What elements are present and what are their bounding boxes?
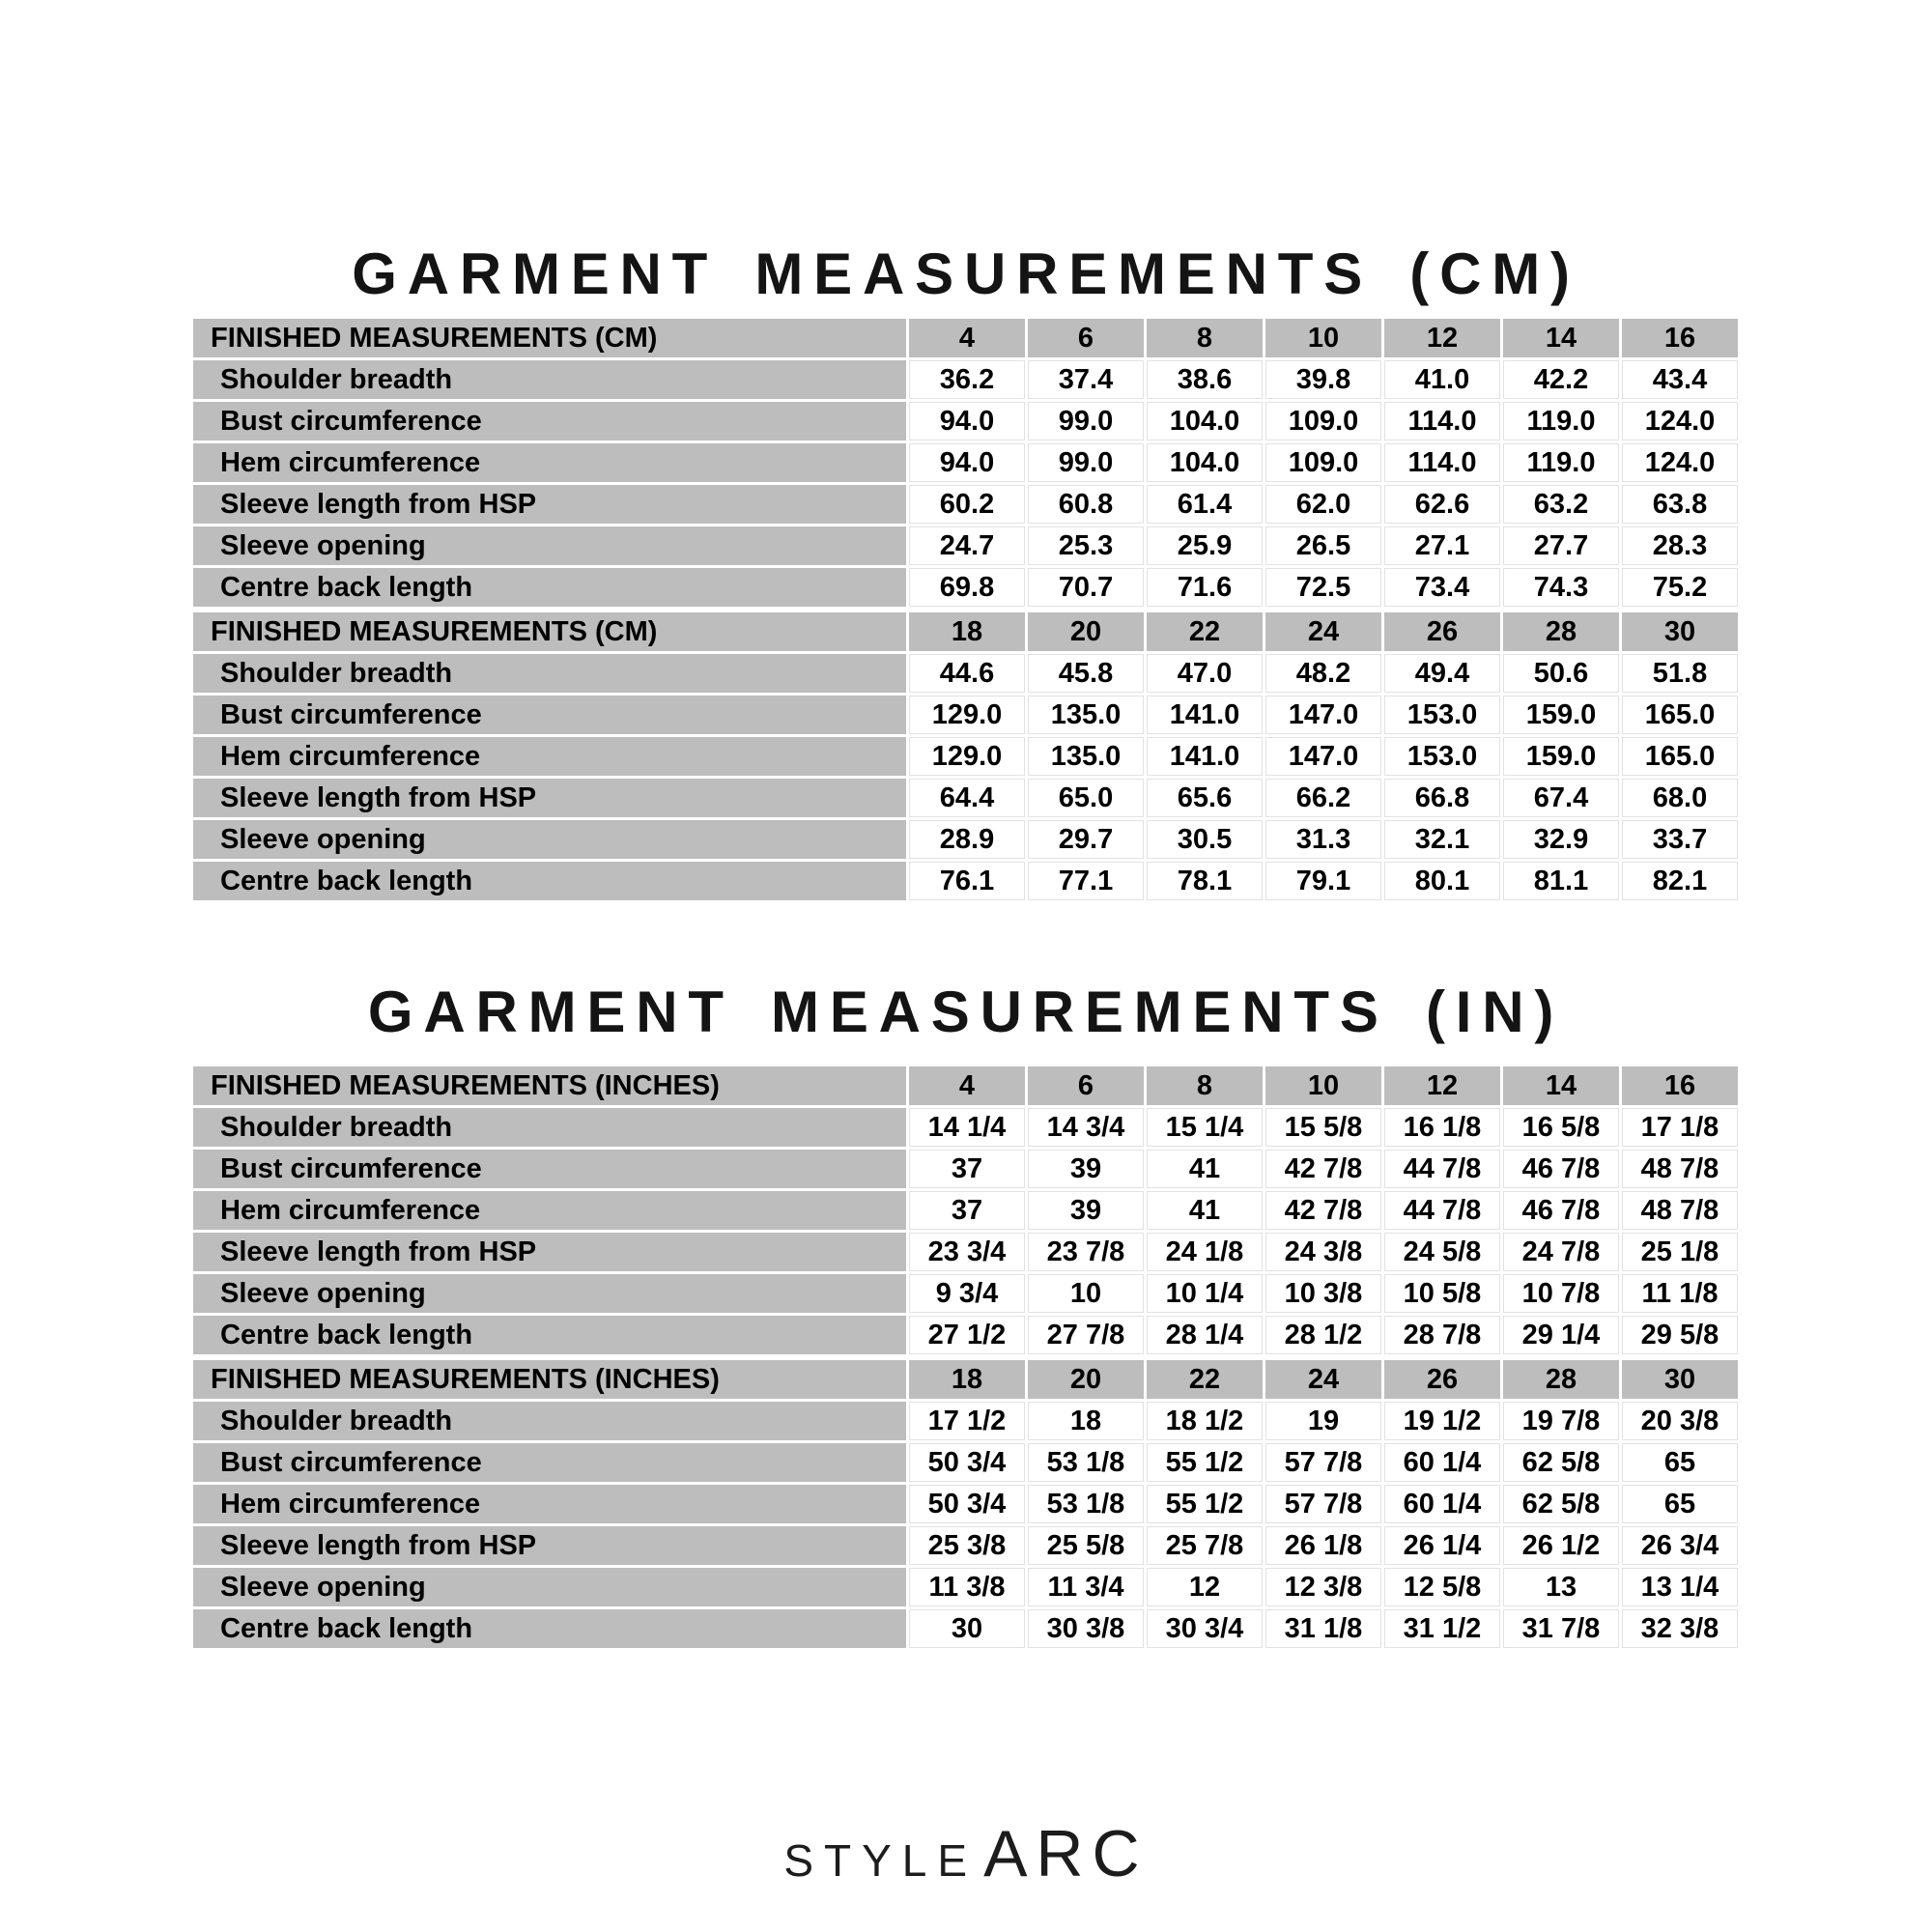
row-label: Shoulder breadth [193, 654, 906, 693]
measurement-cell: 19 1/2 [1384, 1402, 1500, 1440]
logo-text-style: STYLE [783, 1835, 979, 1886]
measurement-cell: 41 [1147, 1150, 1263, 1188]
measurement-cell: 80.1 [1384, 862, 1500, 900]
size-column-header: 24 [1265, 612, 1381, 651]
measurement-cell: 79.1 [1265, 862, 1381, 900]
measurement-cell: 57 7/8 [1265, 1485, 1381, 1523]
measurement-cell: 46 7/8 [1503, 1191, 1619, 1230]
measurement-cell: 50.6 [1503, 654, 1619, 693]
size-column-header: 18 [909, 612, 1025, 651]
size-column-header: 10 [1265, 319, 1381, 357]
measurement-cell: 29 5/8 [1622, 1316, 1738, 1354]
measurement-cell: 36.2 [909, 360, 1025, 399]
measurement-cell: 135.0 [1028, 696, 1144, 734]
measurement-cell: 147.0 [1265, 737, 1381, 776]
measurement-cell: 32.1 [1384, 820, 1500, 859]
measurement-cell: 31 7/8 [1503, 1609, 1619, 1648]
measurement-cell: 64.4 [909, 779, 1025, 817]
measurement-cell: 60 1/4 [1384, 1485, 1500, 1523]
measurement-cell: 37 [909, 1150, 1025, 1188]
measurement-cell: 141.0 [1147, 737, 1263, 776]
measurement-cell: 129.0 [909, 696, 1025, 734]
size-column-header: 30 [1622, 612, 1738, 651]
measurement-cell: 15 1/4 [1147, 1108, 1263, 1147]
size-column-header: 12 [1384, 1066, 1500, 1105]
row-label: Hem circumference [193, 1191, 906, 1230]
measurement-cell: 62.0 [1265, 485, 1381, 524]
measurement-cell: 29.7 [1028, 820, 1144, 859]
measurement-cell: 28 7/8 [1384, 1316, 1500, 1354]
measurement-cell: 25.3 [1028, 526, 1144, 565]
measurement-cell: 16 1/8 [1384, 1108, 1500, 1147]
measurement-cell: 27.1 [1384, 526, 1500, 565]
measurement-cell: 44 7/8 [1384, 1150, 1500, 1188]
section-title-cm: GARMENT MEASUREMENTS (CM) [352, 242, 1580, 306]
measurement-cell: 50 3/4 [909, 1443, 1025, 1482]
measurement-cell: 43.4 [1622, 360, 1738, 399]
measurement-cell: 29 1/4 [1503, 1316, 1619, 1354]
measurement-cell: 81.1 [1503, 862, 1619, 900]
measurement-cell: 10 5/8 [1384, 1274, 1500, 1313]
size-column-header: 20 [1028, 612, 1144, 651]
measurement-cell: 159.0 [1503, 696, 1619, 734]
measurement-cell: 104.0 [1147, 443, 1263, 482]
measurement-cell: 65.0 [1028, 779, 1144, 817]
measurement-cell: 60.8 [1028, 485, 1144, 524]
measurement-cell: 14 3/4 [1028, 1108, 1144, 1147]
row-label: Centre back length [193, 1609, 906, 1648]
measurement-cell: 48.2 [1265, 654, 1381, 693]
measurement-cell: 55 1/2 [1147, 1443, 1263, 1482]
measurement-cell: 114.0 [1384, 443, 1500, 482]
size-column-header: 6 [1028, 1066, 1144, 1105]
size-column-header: 26 [1384, 1360, 1500, 1399]
measurement-cell: 99.0 [1028, 443, 1144, 482]
measurement-cell: 11 3/8 [909, 1568, 1025, 1606]
measurement-cell: 18 [1028, 1402, 1144, 1440]
measurement-cell: 51.8 [1622, 654, 1738, 693]
measurement-cell: 94.0 [909, 443, 1025, 482]
size-column-header: 14 [1503, 1066, 1619, 1105]
measurement-cell: 44 7/8 [1384, 1191, 1500, 1230]
measurement-cell: 159.0 [1503, 737, 1619, 776]
row-label: Sleeve opening [193, 1274, 906, 1313]
row-label: Centre back length [193, 862, 906, 900]
measurement-cell: 28.9 [909, 820, 1025, 859]
measurement-cell: 82.1 [1622, 862, 1738, 900]
measurement-cell: 45.8 [1028, 654, 1144, 693]
size-column-header: 26 [1384, 612, 1500, 651]
measurement-cell: 27 7/8 [1028, 1316, 1144, 1354]
measurement-cell: 30.5 [1147, 820, 1263, 859]
size-column-header: 10 [1265, 1066, 1381, 1105]
measurement-cell: 19 [1265, 1402, 1381, 1440]
measurement-cell: 47.0 [1147, 654, 1263, 693]
measurement-cell: 73.4 [1384, 568, 1500, 607]
measurement-cell: 104.0 [1147, 402, 1263, 440]
measurement-cell: 60 1/4 [1384, 1443, 1500, 1482]
measurement-cell: 71.6 [1147, 568, 1263, 607]
measurement-cell: 37.4 [1028, 360, 1144, 399]
measurement-cell: 153.0 [1384, 696, 1500, 734]
measurement-cell: 109.0 [1265, 402, 1381, 440]
measurement-cell: 15 5/8 [1265, 1108, 1381, 1147]
measurement-cell: 25.9 [1147, 526, 1263, 565]
table-header-label: FINISHED MEASUREMENTS (INCHES) [193, 1360, 906, 1399]
measurement-cell: 72.5 [1265, 568, 1381, 607]
row-label: Hem circumference [193, 1485, 906, 1523]
measurement-cell: 109.0 [1265, 443, 1381, 482]
measurement-cell: 26.5 [1265, 526, 1381, 565]
row-label: Bust circumference [193, 1443, 906, 1482]
measurement-cell: 11 3/4 [1028, 1568, 1144, 1606]
measurement-cell: 28 1/4 [1147, 1316, 1263, 1354]
measurement-cell: 24 1/8 [1147, 1233, 1263, 1271]
size-column-header: 8 [1147, 319, 1263, 357]
measurement-cell: 26 3/4 [1622, 1526, 1738, 1565]
measurement-cell: 12 3/8 [1265, 1568, 1381, 1606]
measurement-cell: 153.0 [1384, 737, 1500, 776]
row-label: Hem circumference [193, 737, 906, 776]
logo-text-arc: ARC [983, 1817, 1149, 1890]
measurement-cell: 50 3/4 [909, 1485, 1025, 1523]
measurement-cell: 12 [1147, 1568, 1263, 1606]
row-label: Sleeve opening [193, 1568, 906, 1606]
measurement-cell: 23 3/4 [909, 1233, 1025, 1271]
measurement-cell: 65.6 [1147, 779, 1263, 817]
row-label: Sleeve opening [193, 526, 906, 565]
section-title-inches: GARMENT MEASUREMENTS (IN) [367, 980, 1565, 1044]
size-column-header: 24 [1265, 1360, 1381, 1399]
size-column-header: 18 [909, 1360, 1025, 1399]
measurement-cell: 60.2 [909, 485, 1025, 524]
measurement-cell: 57 7/8 [1265, 1443, 1381, 1482]
measurement-cell: 75.2 [1622, 568, 1738, 607]
measurement-cell: 39.8 [1265, 360, 1381, 399]
measurement-cell: 37 [909, 1191, 1025, 1230]
row-label: Centre back length [193, 1316, 906, 1354]
row-label: Sleeve length from HSP [193, 485, 906, 524]
row-label: Bust circumference [193, 402, 906, 440]
measurement-cell: 63.8 [1622, 485, 1738, 524]
table-header-label: FINISHED MEASUREMENTS (CM) [193, 319, 906, 357]
measurement-cell: 141.0 [1147, 696, 1263, 734]
size-column-header: 14 [1503, 319, 1619, 357]
size-column-header: 4 [909, 319, 1025, 357]
measurement-cell: 28 1/2 [1265, 1316, 1381, 1354]
size-column-header: 8 [1147, 1066, 1263, 1105]
measurement-cell: 124.0 [1622, 402, 1738, 440]
stylearc-logo [0, 1816, 1932, 1891]
size-column-header: 30 [1622, 1360, 1738, 1399]
row-label: Hem circumference [193, 443, 906, 482]
measurement-cell: 23 7/8 [1028, 1233, 1144, 1271]
row-label: Shoulder breadth [193, 1108, 906, 1147]
measurement-cell: 18 1/2 [1147, 1402, 1263, 1440]
size-column-header: 16 [1622, 1066, 1738, 1105]
measurement-cell: 48 7/8 [1622, 1150, 1738, 1188]
measurement-cell: 63.2 [1503, 485, 1619, 524]
measurement-cell: 129.0 [909, 737, 1025, 776]
measurement-cell: 14 1/4 [909, 1108, 1025, 1147]
measurement-cell: 31 1/2 [1384, 1609, 1500, 1648]
measurement-cell: 68.0 [1622, 779, 1738, 817]
measurement-cell: 13 [1503, 1568, 1619, 1606]
measurement-cell: 65 [1622, 1443, 1738, 1482]
measurement-cell: 78.1 [1147, 862, 1263, 900]
measurement-cell: 28.3 [1622, 526, 1738, 565]
measurement-cell: 16 5/8 [1503, 1108, 1619, 1147]
measurement-cell: 26 1/2 [1503, 1526, 1619, 1565]
measurement-cell: 76.1 [909, 862, 1025, 900]
measurement-cell: 25 5/8 [1028, 1526, 1144, 1565]
measurement-cell: 11 1/8 [1622, 1274, 1738, 1313]
measurement-cell: 10 [1028, 1274, 1144, 1313]
measurement-cell: 17 1/2 [909, 1402, 1025, 1440]
measurements-table-cm-sizes-18-30 [193, 612, 1738, 900]
measurements-table-inches-sizes-18-30 [193, 1360, 1738, 1648]
measurement-cell: 25 7/8 [1147, 1526, 1263, 1565]
measurement-cell: 39 [1028, 1191, 1144, 1230]
measurement-cell: 33.7 [1622, 820, 1738, 859]
measurement-cell: 31 1/8 [1265, 1609, 1381, 1648]
measurement-cell: 53 1/8 [1028, 1443, 1144, 1482]
measurement-cell: 165.0 [1622, 696, 1738, 734]
measurement-cell: 9 3/4 [909, 1274, 1025, 1313]
measurement-cell: 165.0 [1622, 737, 1738, 776]
measurement-cell: 99.0 [1028, 402, 1144, 440]
measurement-cell: 10 3/8 [1265, 1274, 1381, 1313]
table-header-label: FINISHED MEASUREMENTS (INCHES) [193, 1066, 906, 1105]
measurement-cell: 24 7/8 [1503, 1233, 1619, 1271]
measurement-cell: 74.3 [1503, 568, 1619, 607]
measurement-cell: 38.6 [1147, 360, 1263, 399]
size-column-header: 28 [1503, 612, 1619, 651]
row-label: Sleeve opening [193, 820, 906, 859]
measurement-cell: 26 1/4 [1384, 1526, 1500, 1565]
measurement-cell: 77.1 [1028, 862, 1144, 900]
measurement-cell: 61.4 [1147, 485, 1263, 524]
measurement-cell: 48 7/8 [1622, 1191, 1738, 1230]
measurement-cell: 25 3/8 [909, 1526, 1025, 1565]
measurements-table-cm-sizes-4-16 [193, 319, 1738, 607]
measurement-cell: 67.4 [1503, 779, 1619, 817]
measurement-cell: 27 1/2 [909, 1316, 1025, 1354]
measurement-cell: 32 3/8 [1622, 1609, 1738, 1648]
measurement-cell: 27.7 [1503, 526, 1619, 565]
measurement-cell: 119.0 [1503, 402, 1619, 440]
row-label: Shoulder breadth [193, 1402, 906, 1440]
measurement-cell: 70.7 [1028, 568, 1144, 607]
measurement-cell: 20 3/8 [1622, 1402, 1738, 1440]
row-label: Sleeve length from HSP [193, 1233, 906, 1271]
measurement-cell: 53 1/8 [1028, 1485, 1144, 1523]
measurements-table-inches-sizes-4-16 [193, 1066, 1738, 1354]
measurement-cell: 44.6 [909, 654, 1025, 693]
measurement-cell: 46 7/8 [1503, 1150, 1619, 1188]
measurement-cell: 94.0 [909, 402, 1025, 440]
row-label: Sleeve length from HSP [193, 779, 906, 817]
row-label: Shoulder breadth [193, 360, 906, 399]
measurement-cell: 17 1/8 [1622, 1108, 1738, 1147]
measurement-cell: 24 5/8 [1384, 1233, 1500, 1271]
measurement-cell: 119.0 [1503, 443, 1619, 482]
size-column-header: 12 [1384, 319, 1500, 357]
measurement-cell: 42 7/8 [1265, 1191, 1381, 1230]
measurement-cell: 30 [909, 1609, 1025, 1648]
measurement-cell: 19 7/8 [1503, 1402, 1619, 1440]
measurement-cell: 24 3/8 [1265, 1233, 1381, 1271]
measurement-cell: 41.0 [1384, 360, 1500, 399]
measurement-cell: 135.0 [1028, 737, 1144, 776]
measurement-cell: 13 1/4 [1622, 1568, 1738, 1606]
measurement-cell: 66.8 [1384, 779, 1500, 817]
measurement-cell: 12 5/8 [1384, 1568, 1500, 1606]
measurement-cell: 30 3/4 [1147, 1609, 1263, 1648]
measurement-cell: 65 [1622, 1485, 1738, 1523]
size-column-header: 16 [1622, 319, 1738, 357]
measurement-cell: 66.2 [1265, 779, 1381, 817]
measurement-cell: 69.8 [909, 568, 1025, 607]
size-column-header: 22 [1147, 612, 1263, 651]
measurement-cell: 10 7/8 [1503, 1274, 1619, 1313]
size-column-header: 20 [1028, 1360, 1144, 1399]
measurement-cell: 41 [1147, 1191, 1263, 1230]
measurement-cell: 124.0 [1622, 443, 1738, 482]
measurement-cell: 39 [1028, 1150, 1144, 1188]
measurement-cell: 42 7/8 [1265, 1150, 1381, 1188]
measurement-cell: 26 1/8 [1265, 1526, 1381, 1565]
measurement-cell: 42.2 [1503, 360, 1619, 399]
measurement-cell: 62 5/8 [1503, 1485, 1619, 1523]
measurement-cell: 25 1/8 [1622, 1233, 1738, 1271]
row-label: Centre back length [193, 568, 906, 607]
measurement-cell: 24.7 [909, 526, 1025, 565]
measurement-cell: 62.6 [1384, 485, 1500, 524]
row-label: Bust circumference [193, 1150, 906, 1188]
size-column-header: 4 [909, 1066, 1025, 1105]
measurement-cell: 147.0 [1265, 696, 1381, 734]
size-column-header: 28 [1503, 1360, 1619, 1399]
measurement-cell: 10 1/4 [1147, 1274, 1263, 1313]
measurement-cell: 30 3/8 [1028, 1609, 1144, 1648]
measurement-cell: 55 1/2 [1147, 1485, 1263, 1523]
measurement-cell: 114.0 [1384, 402, 1500, 440]
row-label: Sleeve length from HSP [193, 1526, 906, 1565]
measurement-cell: 49.4 [1384, 654, 1500, 693]
table-header-label: FINISHED MEASUREMENTS (CM) [193, 612, 906, 651]
measurement-cell: 31.3 [1265, 820, 1381, 859]
size-column-header: 22 [1147, 1360, 1263, 1399]
row-label: Bust circumference [193, 696, 906, 734]
measurement-cell: 62 5/8 [1503, 1443, 1619, 1482]
size-column-header: 6 [1028, 319, 1144, 357]
measurement-cell: 32.9 [1503, 820, 1619, 859]
